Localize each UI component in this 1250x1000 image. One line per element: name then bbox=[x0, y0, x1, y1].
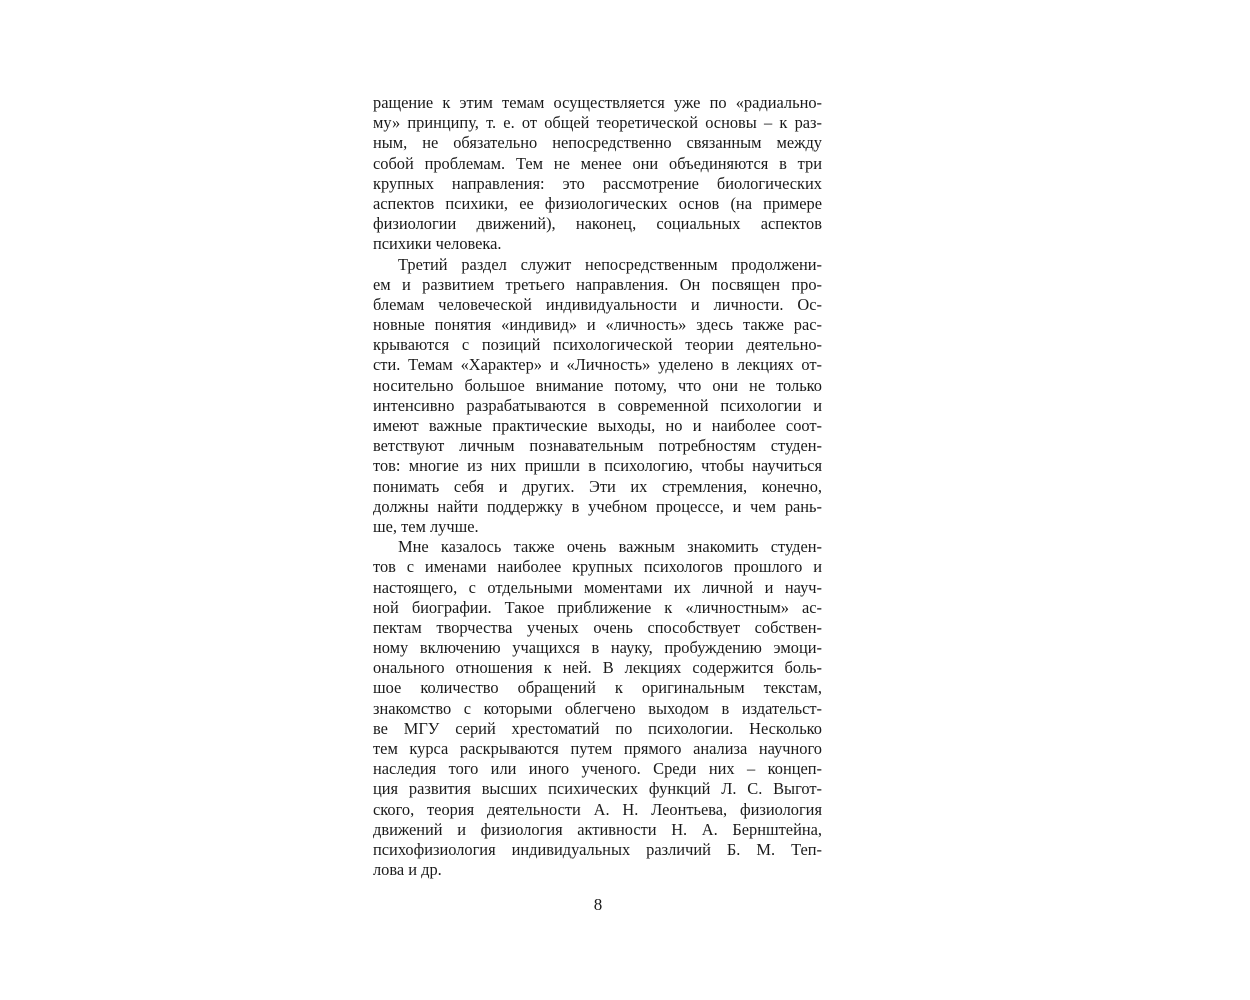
text-line: собой проблемам. Тем не менее они объединяются в три bbox=[373, 153, 822, 173]
paragraph-3 bbox=[373, 537, 822, 880]
text-line: му» принципу, т. е. от общей теоретической основы – к раз- bbox=[373, 113, 822, 133]
text-line: тов: многие из них пришли в психологию, чтобы научиться bbox=[373, 456, 822, 476]
text-line: крываются с позиций психологической теории деятельно- bbox=[373, 335, 822, 355]
text-line: ция развития высших психических функций Л. С. Выгот- bbox=[373, 779, 822, 799]
text-line: настоящего, с отдельными моментами их личной и науч- bbox=[373, 577, 822, 597]
paragraph-1 bbox=[373, 93, 822, 255]
text-line: психики человека. bbox=[373, 234, 502, 254]
text-line: крупных направления: это рассмотрение биологических bbox=[373, 173, 822, 193]
text-line: ского, теория деятельности А. Н. Леонтьева, физиология bbox=[373, 799, 822, 819]
page-text-block bbox=[373, 93, 822, 880]
text-line: имеют важные практические выходы, но и наиболее соот- bbox=[373, 416, 822, 435]
text-line: лова и др. bbox=[373, 860, 442, 880]
text-line: ве МГУ серий хрестоматий по психологии. Несколько bbox=[373, 718, 822, 738]
text-line: движений и физиология активности Н. А. Бернштейна, bbox=[373, 819, 822, 839]
text-line: Мне казалось также очень важным знакомить студен- bbox=[398, 537, 822, 557]
text-line: блемам человеческой индивидуальности и личности. Ос- bbox=[373, 294, 822, 314]
page-number: 8 bbox=[593, 895, 603, 914]
text-line: ше, тем лучше. bbox=[373, 516, 479, 536]
text-line: ному включению учащихся в науку, пробуждению эмоци- bbox=[373, 638, 822, 658]
text-line: наследия того или иного ученого. Среди них – концеп- bbox=[373, 759, 822, 779]
text-line: тем курса раскрываются путем прямого анализа научного bbox=[373, 739, 822, 758]
text-line: должны найти поддержку в учебном процессе, и чем рань- bbox=[373, 496, 822, 516]
text-line: понимать себя и других. Эти их стремления, конечно, bbox=[373, 476, 822, 496]
text-line: ным, не обязательно непосредственно связанным между bbox=[373, 133, 822, 153]
text-line: Третий раздел служит непосредственным продолжени- bbox=[398, 254, 822, 274]
text-line: знакомство с которыми облегчено выходом в издательст- bbox=[373, 698, 822, 718]
text-line: онального отношения к ней. В лекциях содержится боль- bbox=[373, 658, 822, 678]
text-line: ем и развитием третьего направления. Он посвящен про- bbox=[373, 274, 822, 294]
text-line: психофизиология индивидуальных различий Б. М. Теп- bbox=[373, 839, 822, 859]
text-line: ветствуют личным познавательным потребностям студен- bbox=[373, 436, 822, 456]
text-line: носительно большое внимание потому, что они не только bbox=[373, 375, 822, 395]
text-line: пектам творчества ученых очень способствует собствен- bbox=[373, 617, 822, 637]
text-line: шое количество обращений к оригинальным текстам, bbox=[373, 678, 822, 698]
text-line: ной биографии. Такое приближение к «личностным» ас- bbox=[373, 597, 822, 617]
text-line: аспектов психики, ее физиологических основ (на примере bbox=[373, 193, 822, 213]
text-line: тов с именами наиболее крупных психологов прошлого и bbox=[373, 557, 822, 577]
text-line: ращение к этим темам осуществляется уже по «радиально- bbox=[373, 93, 822, 112]
text-line: интенсивно разрабатываются в современной психологии и bbox=[373, 395, 822, 415]
text-line: новные понятия «индивид» и «личность» здесь также рас- bbox=[373, 315, 822, 335]
paragraph-2 bbox=[373, 255, 822, 538]
text-line: физиологии движений), наконец, социальных аспектов bbox=[373, 214, 822, 234]
text-line: сти. Темам «Характер» и «Личность» уделено в лекциях от- bbox=[373, 355, 822, 375]
